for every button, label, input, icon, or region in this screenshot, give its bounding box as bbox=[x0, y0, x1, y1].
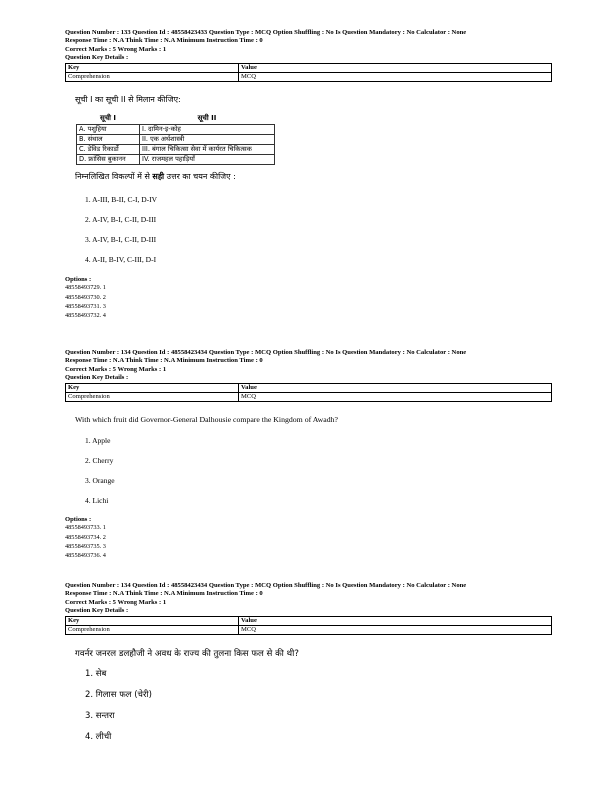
value-cell: MCQ bbox=[239, 73, 552, 82]
response-time: Response Time : N.A Think Time : N.A Minimum Instruction Time : 0 bbox=[65, 590, 263, 598]
option-id: 48558493733. 1 bbox=[65, 524, 106, 532]
response-time: Response Time : N.A Think Time : N.A Minimum Instruction Time : 0 bbox=[65, 37, 263, 45]
response-time: Response Time : N.A Think Time : N.A Minimum Instruction Time : 0 bbox=[65, 357, 263, 365]
marks: Correct Marks : 5 Wrong Marks : 1 bbox=[65, 45, 167, 53]
choice-1: 1. सेब bbox=[85, 669, 107, 680]
option-id: 48558493730. 2 bbox=[65, 293, 106, 301]
question-text: With which fruit did Governor-General Dalhousie compare the Kingdom of Awadh? bbox=[75, 415, 338, 425]
choice-3: 3. सन्तरा bbox=[85, 711, 115, 722]
match-row bbox=[77, 155, 275, 165]
question-text: गवर्नर जनरल डलहौजी ने अवध के राज्य की तुलना किस फल से की थी? bbox=[75, 649, 299, 660]
options-label: Options : bbox=[65, 516, 92, 524]
value-cell: MCQ bbox=[239, 626, 552, 635]
match-row bbox=[77, 135, 275, 145]
value-header: Value bbox=[239, 617, 552, 626]
option-id: 48558493734. 2 bbox=[65, 533, 106, 541]
choice-3: 3. A-IV, B-I, C-II, D-III bbox=[85, 235, 157, 245]
marks: Correct Marks : 5 Wrong Marks : 1 bbox=[65, 365, 167, 373]
question-meta: Question Number : 134 Question Id : 48558423434 Question Type : MCQ Option Shuffling : No Is Question Mandatory : No Calculator : None bbox=[65, 582, 467, 589]
key-header: Key bbox=[66, 64, 239, 73]
key-value-table bbox=[65, 63, 552, 82]
key-header: Key bbox=[66, 384, 239, 393]
choice-3: 3. Orange bbox=[85, 476, 115, 486]
choice-4: 4. लीची bbox=[85, 732, 112, 743]
choice-1: 1. Apple bbox=[85, 436, 111, 446]
question-block-134-hi bbox=[0, 582, 612, 742]
match-left: B. संथाल bbox=[77, 135, 140, 145]
question-meta: Question Number : 133 Question Id : 48558423433 Question Type : MCQ Option Shuffling : No Is Question Mandatory : No Calculator : None bbox=[65, 29, 467, 36]
key-details-label: Question Key Details : bbox=[65, 373, 129, 381]
key-cell: Comprehension bbox=[66, 626, 239, 635]
match-table bbox=[76, 113, 275, 165]
value-cell: MCQ bbox=[239, 393, 552, 402]
option-id: 48558493732. 4 bbox=[65, 312, 106, 320]
option-id: 48558493731. 3 bbox=[65, 303, 106, 310]
question-block-133 bbox=[0, 29, 612, 321]
question-block-134-en bbox=[0, 349, 612, 561]
key-cell: Comprehension bbox=[66, 393, 239, 402]
option-id: 48558493729. 1 bbox=[65, 284, 106, 292]
match-right: III. बंगाल चिकित्सा सेवा में कार्यरत चिकित्सक bbox=[140, 145, 275, 155]
instruction-bold: सही bbox=[152, 172, 165, 182]
key-details-label: Question Key Details : bbox=[65, 606, 129, 614]
key-cell: Comprehension bbox=[66, 73, 239, 82]
key-value-table bbox=[65, 383, 552, 402]
match-right: II. एक अर्थशास्त्री bbox=[140, 135, 275, 145]
value-header: Value bbox=[239, 64, 552, 73]
match-left: C. डेविड रिकार्डो bbox=[77, 145, 140, 155]
match-left: A. पशुहिया bbox=[77, 125, 140, 135]
option-id: 48558493736. 4 bbox=[65, 552, 106, 560]
choice-4: 4. Lichi bbox=[85, 496, 109, 506]
match-row bbox=[77, 125, 275, 135]
marks: Correct Marks : 5 Wrong Marks : 1 bbox=[65, 598, 167, 606]
key-header: Key bbox=[66, 617, 239, 626]
question-text: सूची I का सूची II से मिलान कीजिए: bbox=[75, 95, 181, 105]
instruction-text: निम्नलिखित विकल्पों में से bbox=[75, 172, 153, 182]
match-left: D. फ्रांसिस बुकानन bbox=[77, 155, 140, 165]
match-right: I. दामिन-इ-कोह bbox=[140, 125, 275, 135]
choice-1: 1. A-III, B-II, C-I, D-IV bbox=[85, 195, 158, 205]
match-header-left: सूची I bbox=[99, 114, 117, 123]
key-value-table bbox=[65, 616, 552, 635]
option-id: 48558493735. 3 bbox=[65, 543, 106, 550]
question-meta: Question Number : 134 Question Id : 48558423434 Question Type : MCQ Option Shuffling : No Is Question Mandatory : No Calculator : None bbox=[65, 349, 467, 356]
key-details-label: Question Key Details : bbox=[65, 53, 129, 61]
match-header-right: सूची II bbox=[197, 114, 217, 123]
options-label: Options : bbox=[65, 276, 92, 284]
choice-2: 2. A-IV, B-I, C-II, D-III bbox=[85, 215, 157, 225]
match-row bbox=[77, 145, 275, 155]
value-header: Value bbox=[239, 384, 552, 393]
match-right: IV. राजमहल पहाड़ियाँ bbox=[140, 155, 275, 165]
instruction-text: उत्तर का चयन कीजिए : bbox=[164, 172, 236, 182]
choice-2: 2. Cherry bbox=[85, 456, 114, 466]
choice-4: 4. A-II, B-IV, C-III, D-I bbox=[85, 255, 157, 265]
instruction bbox=[75, 171, 612, 182]
choice-2: 2. गिलास फल (चेरी) bbox=[85, 690, 152, 701]
